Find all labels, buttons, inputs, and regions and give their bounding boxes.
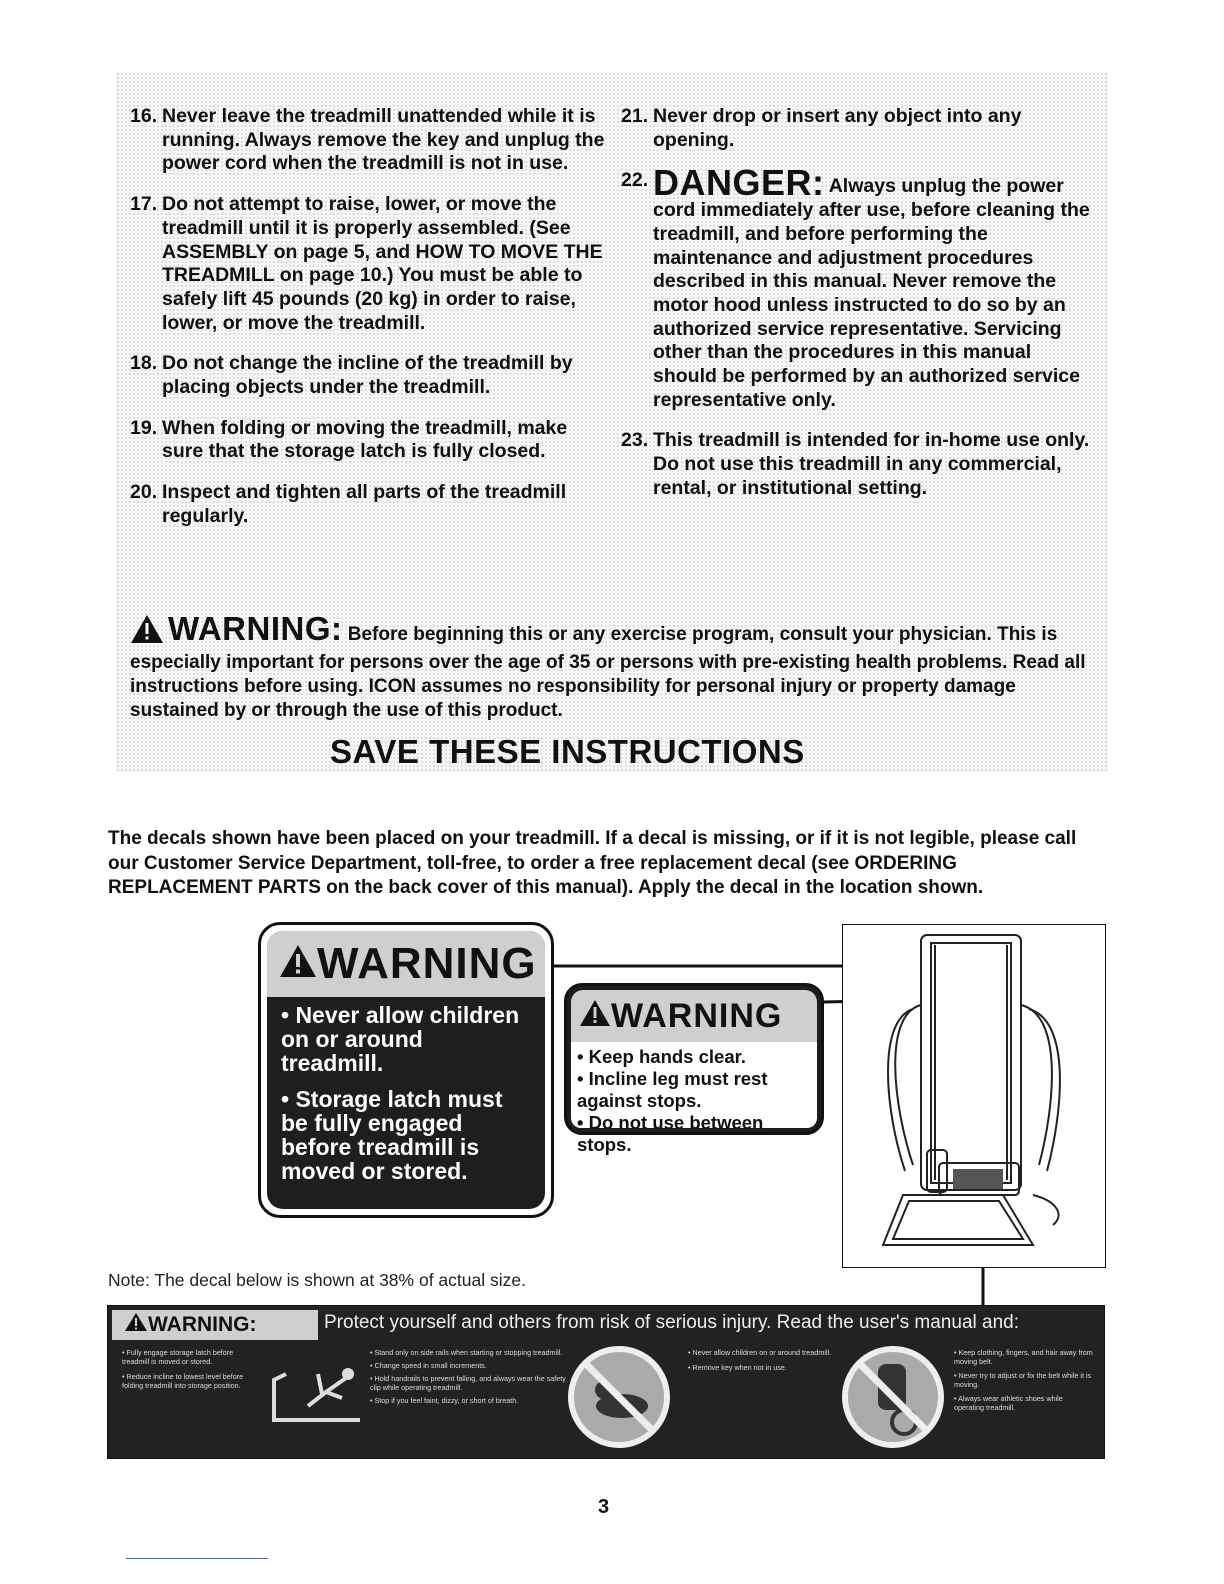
treadmill-illustration-box [842, 924, 1106, 1268]
footer-divider [126, 1558, 268, 1559]
no-hands-icon [838, 1342, 948, 1452]
decal-bottom-col3: • Never allow children on or around treadmill. • Remove key when not in use. [688, 1348, 832, 1372]
decal-bottom-col1: • Fully engage storage latch before treadmill is moved or stored. • Reduce incline to lowest level before folding treadmill into storage position. [122, 1348, 244, 1390]
decal-small-bullet-3: • Do not use between stops. [577, 1112, 764, 1155]
decal-large-bullet-1: • Never allow children on or around treadmill. [281, 1002, 520, 1076]
safety-item-18: 18. Do not change the incline of the treadmill by placing objects under the treadmill. [130, 352, 573, 399]
decal-intro-text: The decals shown have been placed on your treadmill. If a decal is missing, or if it is not legible, please call our Customer Service Department, toll-free, to order a free replacement decal (see ORDERING REPLACEMENT PARTS on the back cover of this manual). Apply the decal in the location shown. [108, 828, 1077, 898]
save-instructions-title: SAVE THESE INSTRUCTIONS [330, 733, 805, 770]
decal-small-bullet-2: • Incline leg must rest against stops. [577, 1068, 768, 1111]
decal-bottom-headline: Protect yourself and others from risk of serious injury. Read the user's manual and: [324, 1312, 1019, 1333]
safety-item-16: 16. Never leave the treadmill unattended while it is running. Always remove the key and unplug the power cord when the treadmill is not in use. [130, 105, 605, 175]
warning-text: Before beginning this or any exercise program, consult your physician. This is especially important for persons over the age of 35 or persons with pre-existing health problems. Read all instructions before using. ICON assumes no responsibility for personal injury or property damage sustained by or through the use of this product. [130, 624, 1086, 721]
safety-item-19: 19. When folding or moving the treadmill, make sure that the storage latch is fully closed. [130, 416, 568, 463]
safety-item-23: 23. This treadmill is intended for in-home use only. Do not use this treadmill in any commercial, rental, or institutional setting. [621, 429, 1090, 499]
decal-small-title: WARNING [611, 996, 783, 1035]
decal-scale-note: Note: The decal below is shown at 38% of actual size. [108, 1270, 526, 1290]
decal-large-bullet-2: • Storage latch must be fully engaged before treadmill is moved or stored. [281, 1086, 503, 1184]
decal-small-bullet-1: • Keep hands clear. [577, 1046, 746, 1067]
decal-bottom-col4: • Keep clothing, fingers, and hair away from moving belt. • Never try to adjust or fix the belt while it is moving. • Always wear athletic shoes while operating treadmill. [954, 1348, 1093, 1412]
danger-keyword: DANGER [653, 162, 813, 204]
decal-warning-bottom [107, 1305, 1105, 1459]
warning-keyword: WARNING: [168, 610, 343, 647]
decal-bottom-col2: • Stand only on side rails when starting or stopping treadmill. • Change speed in small increments. • Hold handrails to prevent falling, and always wear the safety clip while operating treadmill. • Stop if you feel faint, dizzy, or short of breath. [370, 1348, 566, 1405]
decal-bottom-tag: WARNING: [148, 1313, 257, 1336]
falling-person-icon [268, 1356, 364, 1426]
safety-item-21: 21. Never drop or insert any object into any opening. [621, 105, 1022, 151]
folded-treadmill-illustration [843, 925, 1105, 1267]
warning-triangle-icon [124, 1312, 148, 1338]
safety-item-20: 20. Inspect and tighten all parts of the treadmill regularly. [130, 481, 567, 527]
safety-item-22: 22. DANGER: Always unplug the power cord immediately after use, before cleaning the treadmill, and before performing the maintenance and adjustment procedures described in this manual. Never remove the motor hood unless instructed to do so by an authorized service representative. Servicing other than the procedures in this manual should be performed by an authorized service representative only. [621, 162, 1090, 411]
page-number: 3 [598, 1496, 610, 1518]
danger-text: Always unplug the power cord immediately after use, before cleaning the treadmill, and before performing the maintenance and adjustment procedures described in this manual. Never remove the motor hood unless instructed to do so by an authorized service representative. Servicing other than the procedures in this manual should be performed by an authorized service representative only. [653, 175, 1090, 411]
no-children-icon [564, 1342, 674, 1452]
safety-item-17: 17. Do not attempt to raise, lower, or move the treadmill until it is properly assembled. (See ASSEMBLY on page 5, and HOW TO MOVE THE TREADMILL on page 10.) You must be able to safely lift 45 pounds (20 kg) in order to raise, lower, or move the treadmill. [130, 193, 603, 334]
decal-large-title: WARNING [317, 939, 537, 988]
